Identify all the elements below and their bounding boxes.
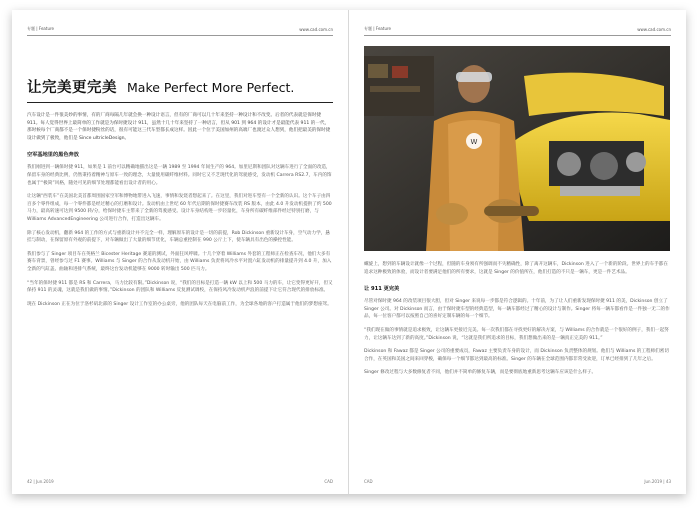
header-site: www.cad.com.cn — [299, 26, 333, 32]
left-page — [12, 10, 349, 494]
body-paragraph: 现在 Dickinson 正在为位于洛杉矶北部的 Singer 设计工作室的办公桌旁，他的团队每天在电脑前工作，为全球各地的客户打造属于他们的梦想座驾。 — [27, 301, 332, 307]
photo-caption-paragraph: 螺旋上，想到的车辆设计就像一个过程，但随的车身须有所强调而不失精确性，除了离开这辆车，Dickinson 进入了一个新的阶段。世界上的车手都在追求这种极致的体验，而设计者要满足他们的所有要求，这就是 Singer 的价值所在，他们打造的不只是一辆车，更是一件艺术品。 — [364, 262, 668, 275]
body-paragraph: 我们参与了 Singer 项目车在英格兰 Bicester Heritage 赛道的测试，外面狂风呼啸。十几个穿着 Williams 外套的工程师正在检查车况，他们大多有赛车背景，曾经参与过 F1 赛事。Williams 与 Singer 的合作从发动机开始，由 Williams 负责将风冷水平对置六缸发动机的排量提升到 4.0 升，加入全新的气缸盖、曲轴和进排气系统，最终这台发动机能够在 9000 转时输出 500 匹马力。 — [27, 251, 332, 272]
body-paragraph: “当年的保时捷 911 都是 RS 和 Carrera，马力比较有限。”Dickinson 说，“我们的目标是打造一辆 kW 以上和 500 马力的车，让它变得更好开，但又保持 911 的灵魂，这就是我们做的事情。”Dickinson 的团队和 Williams 反复测试调校，在保持风冷发动机声浪的前提下让它符合现代的排放标准。 — [27, 280, 333, 294]
section-subhead: 空军基地里的黑色奔放 — [27, 152, 79, 159]
title-chinese: 让完美更完美 — [27, 80, 117, 96]
magazine-spread — [12, 10, 686, 494]
body-paragraph: “我们现在做的事情就是追求极致，让这辆车更接近完美。每一次我们都在寻找更好的解决方案，与 Williams 的合作就是一个很好的例子，我们一起努力，让这辆车达到了新的高度。”Dickinson 说，“这就是我们所追求的目标，我们想做出来的是一辆真正完美的 911。” — [364, 327, 669, 341]
body-paragraph: 让这辆“西装车”在美国北美首都周围国家空军和博物地带进入飞速，事情和发烧者想起来了。在这里，我们对进车型有一个全新的认识。这个车子由四百多个零件组成，每一个零件都是经过精心的打磨和设计。发动机由上世纪 60 年代后期的保时捷赛车改装 RS 版本，由此 4.0 升发动机提供了约 500 马力，最高转速可达到 9500 转/分，给保时捷车主带来了全新的驾驶感受。设计车身结构进一步轻量化，车身所有碳纤维部件经过特别打磨，与 Williams AdvancedEngineering 公司进行合作，打造出这辆车。 — [27, 194, 332, 222]
header-site: www.cad.com.cn — [637, 26, 671, 32]
body-paragraph: 我们刚进到一辆保时捷 911，如果是 1 前台可以精确地描出这是一辆 1989 至 1994 年间生产的 964。加里尼斯和团队对这辆车进行了全面的改造，保留车身的经典比例，仍然秉持着精神与原车一致的理念，大量使用碳纤维材料。同时它又不乏现代化的驾驶感受，发动机 Carrera RS2.7，车内的饰也属于“极简”风格，随处可见的细节处理都能看出设计者的用心。 — [27, 165, 332, 186]
section-subhead: 让 911 更完美 — [364, 286, 400, 293]
footer-page-number: Jun.2019 | 43 — [644, 479, 671, 484]
lead-paragraph: 汽车设计是一件很美妙的事情，有的厂商每隔几年就会换一种设计语言，但有的厂商可以几十年来坚持一种设计和不改变。后者的代表就是保时捷 911。每人觉得世界上最简单的工作就是为保时捷设计 911，虽然十几十年来坚持了一种语言，但从 901 到 964 的设计才是最能代表 911 的一代，那时候每个厂商都不是一个保时捷粉丝的话，很有可能这三代车型都长成这样。因此一个位于美国加州的高端厂也渡过众人想到，他们把最美的保时捷设计做到了极致，他们是 Since ultricleDesign。 — [27, 113, 331, 141]
footer-page-number: 42 | Jun.2019 — [27, 479, 54, 484]
right-page — [349, 10, 686, 494]
page-header — [364, 26, 671, 36]
page-footer — [364, 479, 671, 484]
feature-photo-craftsman — [364, 46, 670, 251]
body-paragraph: 尽管对保时捷 964 的改装项目很大胆，但对 Singer 来说每一步都是符合逻辑的。十年前，为了让人们重新发现保时捷 911 的美，Dickinson 创立了 Singer 公司。对 Dickinson 而言，由于保时捷车型的经典造型，每一辆车都经过了精心的设计与制作。Singer 将每一辆车都看作是一件独一无二的作品，每一位客户都可以按照自己的喜好定制车辆的每一个细节。 — [364, 299, 670, 320]
article-title — [27, 76, 333, 103]
footer-brand: CAD — [364, 479, 373, 484]
footer-brand: CAD — [324, 479, 333, 484]
page-header — [27, 26, 333, 36]
header-section: 专题 | Feature — [364, 26, 392, 31]
body-paragraph: Dickinson 和 Fawaz 都是 Singer 公司的重要成员，Fawaz 主要负责车身的设计，而 Dickinson 负责整体的规划。他们与 Williams 的工程师们密切合作，在英国和美国之间来回穿梭，确保每一个细节都达到最高的标准。Singer 的车辆在全球范围内都非常受欢迎，订单已经排到了几年之后。 — [364, 349, 669, 362]
page-footer — [27, 479, 333, 484]
body-paragraph: Singer 修改过程与大多数修复者不同，他们并不简单的修复车辆，而是要彻底地重新思考这辆车应该是什么样子。 — [364, 370, 597, 376]
body-paragraph: 除了核心发动机，翻新 964 的工作的方式与重新设计并不完全一样，理解原车的设计是一切的前提，Rob Dickinson 重新设计车身，空气动力学，悬挂与制动，在保留原有外观的前提下，对车辆做出了大量的细节优化，车辆总重控制在 990 公斤上下，使车辆具有出色的操控性能。 — [27, 230, 330, 244]
svg-text:W: W — [470, 138, 478, 146]
title-english: Make Perfect More Perfect. — [127, 80, 295, 95]
header-section: 专题 | Feature — [27, 26, 55, 31]
